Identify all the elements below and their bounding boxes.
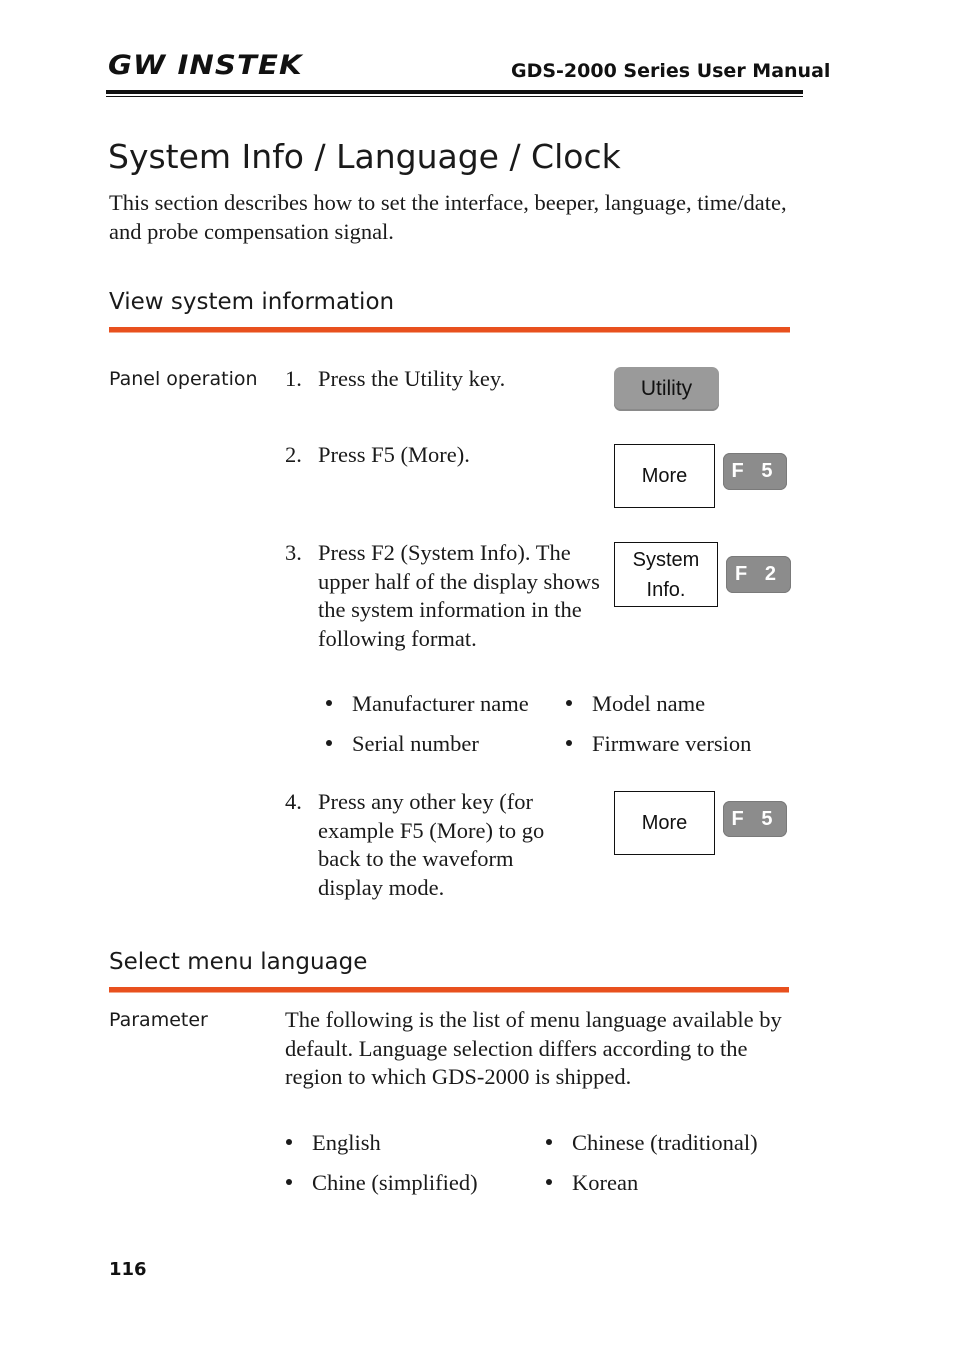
- system-info-softkey-label: [614, 542, 718, 607]
- section-rule: [109, 327, 790, 333]
- bullet-icon: [546, 1139, 552, 1145]
- f2-key[interactable]: F 2: [726, 556, 791, 593]
- step-number: 4.: [285, 789, 302, 814]
- bullet-icon: [546, 1179, 552, 1185]
- intro-paragraph: This section describes how to set the interface, beeper, language, time/date, and probe compensation signal.: [109, 190, 787, 244]
- bullet-icon: [326, 740, 332, 746]
- utility-key[interactable]: Utility: [614, 367, 719, 411]
- bullet-icon: [566, 740, 572, 746]
- f5-key[interactable]: F 5: [723, 453, 787, 490]
- step-text: Press any other key (for example F5 (More) to go back to the waveform display mode.: [318, 789, 545, 900]
- info-item: Firmware version: [566, 731, 751, 757]
- page-number: 116: [109, 1259, 147, 1280]
- step-text: Press the Utility key.: [318, 366, 506, 391]
- more-softkey-label: More: [614, 791, 715, 855]
- more-softkey-label: More: [614, 444, 715, 508]
- step-text: Press F2 (System Info). The upper half of the display shows the system information in the following format.: [318, 540, 600, 651]
- step-number: 1.: [285, 366, 302, 391]
- page-title: System Info / Language / Clock: [108, 137, 621, 176]
- softkey-line: System: [632, 548, 700, 571]
- bullet-icon: [566, 700, 572, 706]
- section-heading-view-system-info: View system information: [109, 289, 395, 315]
- step-number: 2.: [285, 442, 302, 467]
- section-heading-menu-language: Select menu language: [109, 949, 368, 975]
- info-item: Serial number: [326, 731, 479, 757]
- bullet-icon: [286, 1179, 292, 1185]
- panel-operation-label: Panel operation: [109, 368, 258, 390]
- softkey-line: Info.: [646, 578, 686, 601]
- manual-title: GDS-2000 Series User Manual: [511, 60, 831, 82]
- step-number: 3.: [285, 540, 302, 565]
- language-item: Chinese (traditional): [546, 1130, 758, 1156]
- step-text: Press F5 (More).: [318, 442, 470, 467]
- header-rule-thin: [106, 96, 803, 97]
- bullet-icon: [326, 700, 332, 706]
- bullet-icon: [286, 1139, 292, 1145]
- section-rule: [109, 987, 789, 993]
- language-item: Chine (simplified): [286, 1170, 478, 1196]
- brand-logo: GW INSTEK: [108, 50, 303, 81]
- f5-key[interactable]: F 5: [723, 801, 787, 837]
- header-rule: [106, 90, 803, 94]
- language-item: Korean: [546, 1170, 638, 1196]
- language-item: English: [286, 1130, 381, 1156]
- language-description: The following is the list of menu language available by default. Language selection differs according to the region to which GDS-2000 is shipped.: [285, 1007, 782, 1089]
- info-item: Model name: [566, 691, 705, 717]
- parameter-label: Parameter: [109, 1009, 208, 1031]
- info-item: Manufacturer name: [326, 691, 529, 717]
